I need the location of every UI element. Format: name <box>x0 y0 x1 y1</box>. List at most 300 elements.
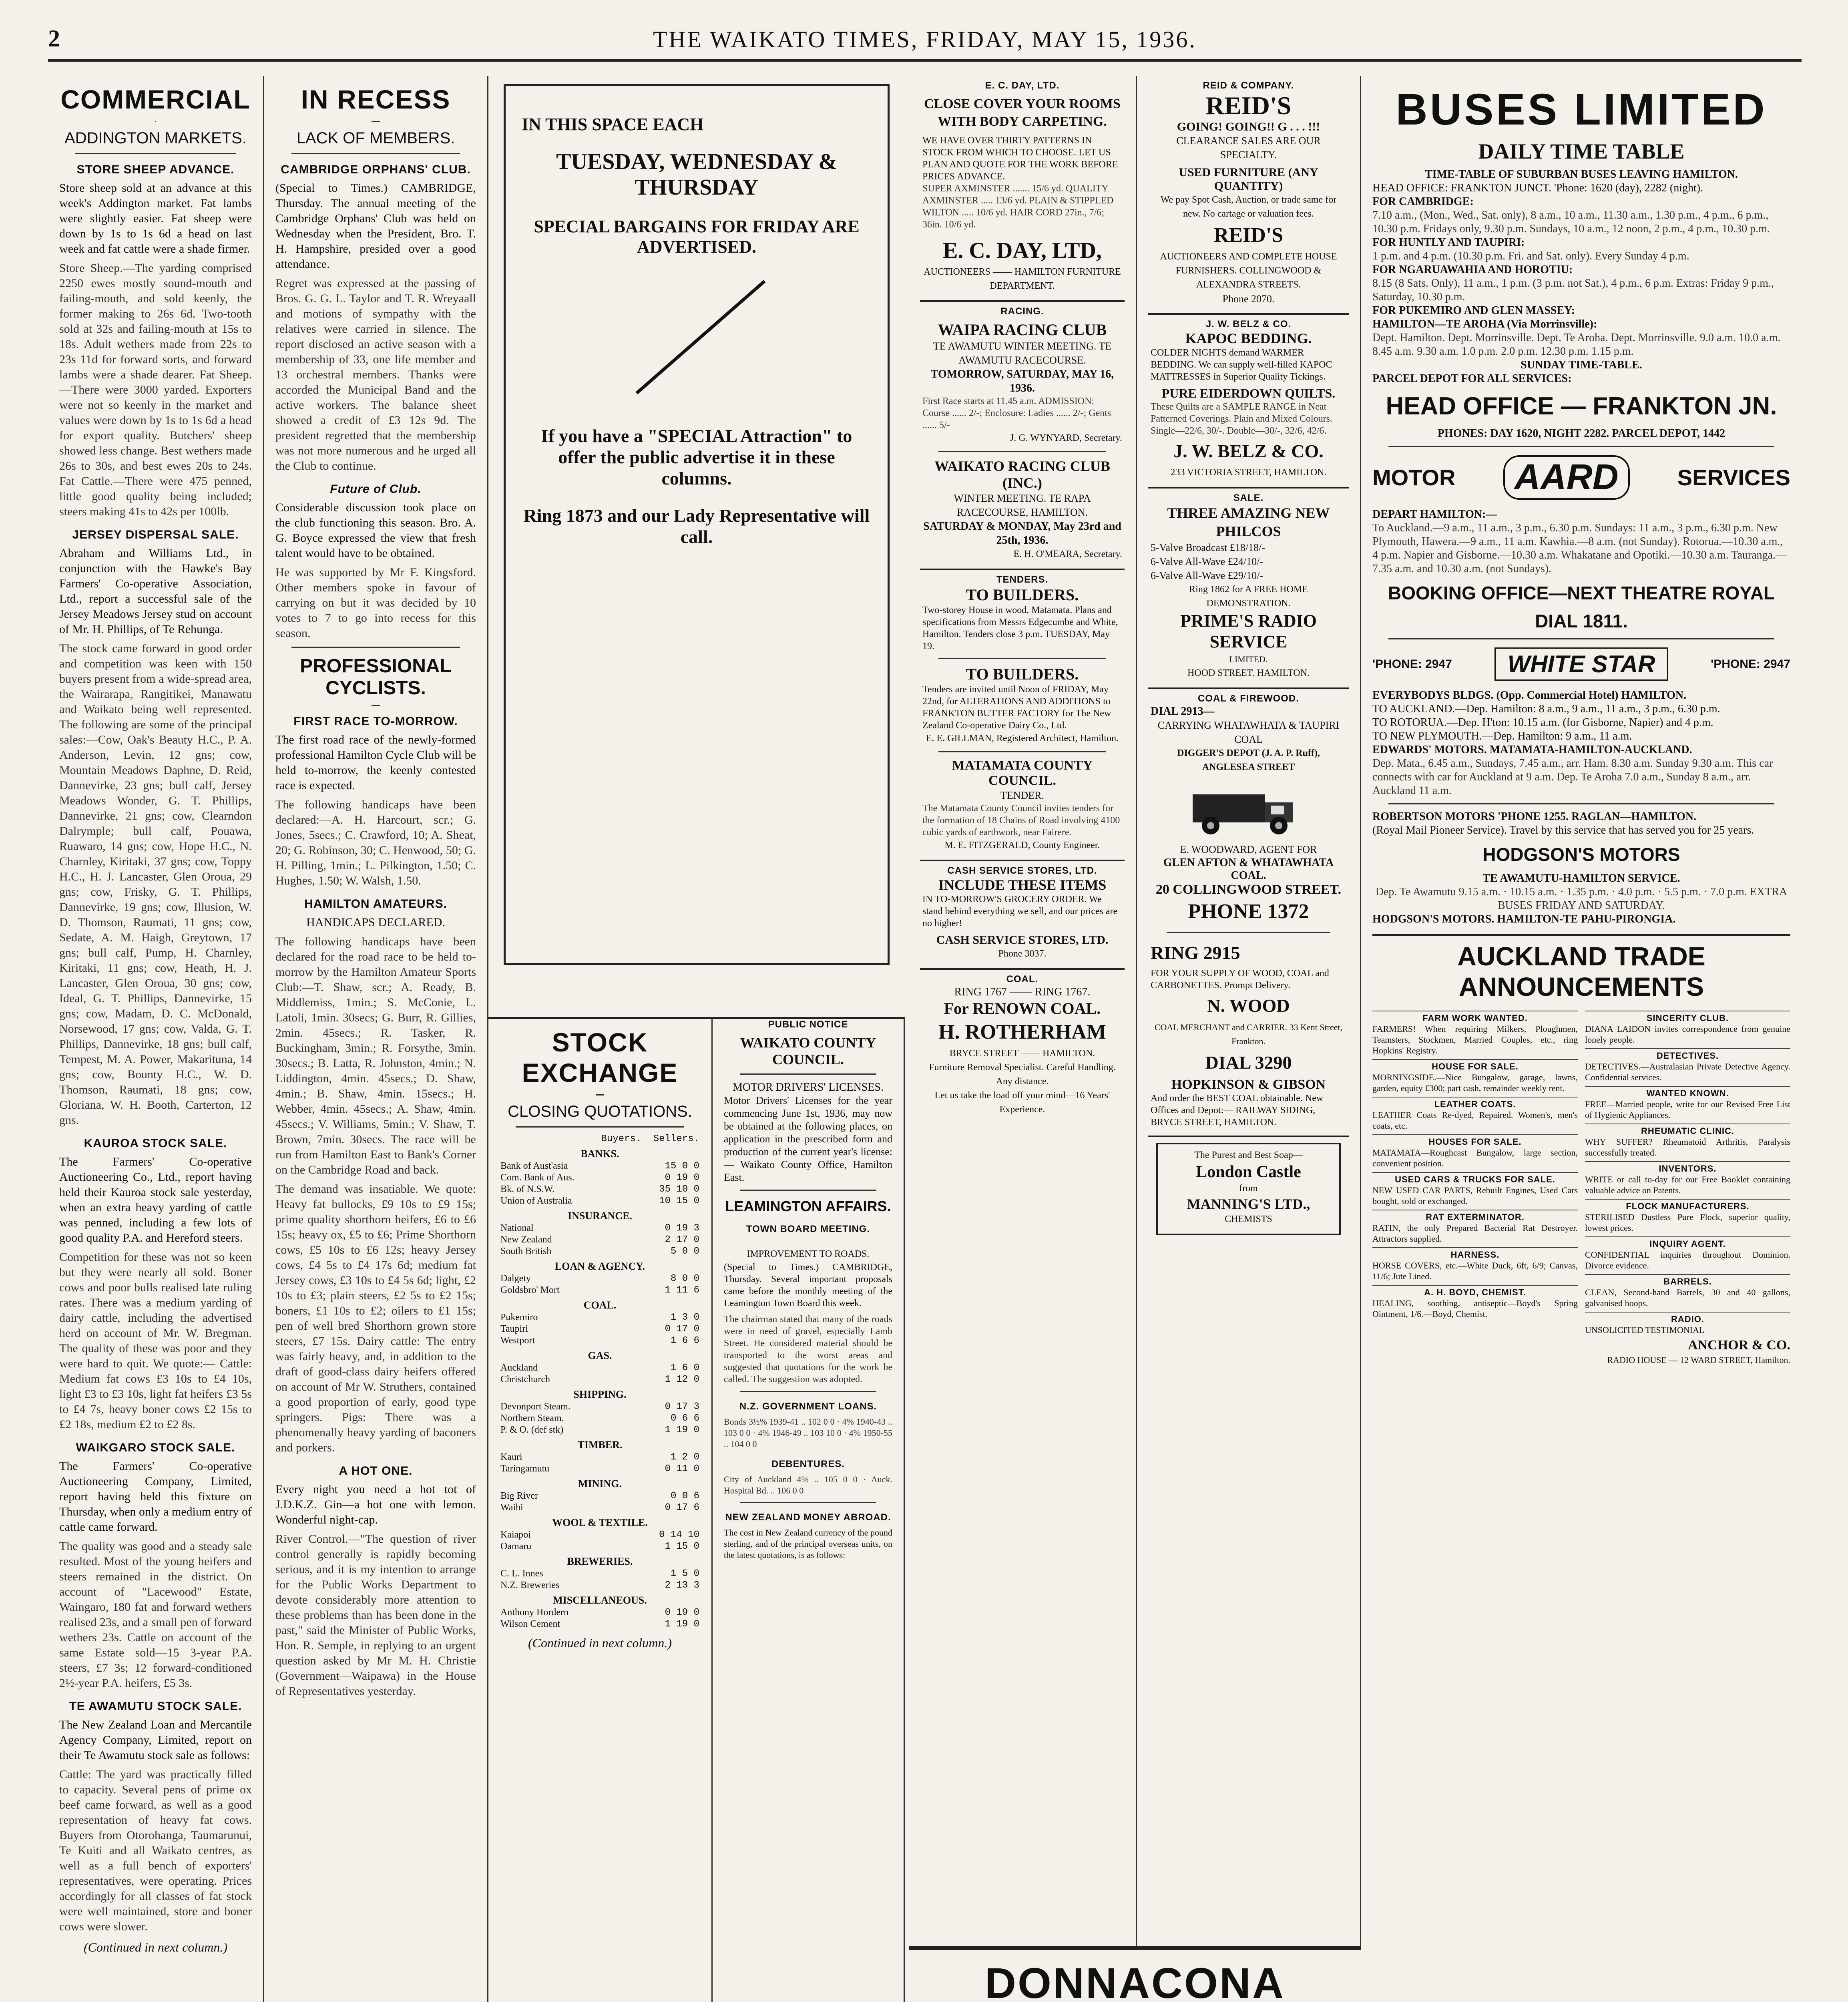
stock-cell-buy <box>591 1335 642 1347</box>
ad-label: SALE. <box>1233 492 1264 503</box>
ata-text: MORNINGSIDE.—Nice Bungalow, garage, lawns, garden, equity £300; part cash, remainder weekly rent. <box>1372 1072 1578 1093</box>
ad-label: RACING. <box>1000 306 1044 317</box>
stock-cell-name: Christchurch <box>500 1374 550 1385</box>
phone-right: 'PHONE: 2947 <box>1711 657 1790 671</box>
stock-cell-name: Anthony Hordern <box>500 1607 568 1618</box>
buses-column <box>1361 76 1802 2002</box>
divider <box>740 1190 876 1191</box>
stock-cell-sell: 1 19 0 <box>665 1425 699 1435</box>
ad-text: COLDER NIGHTS demand WARMER BEDDING. We can supply well-filled KAPOC MATTRESSES in Superior Quality Tickings. <box>1151 348 1332 382</box>
stock-cell-name: Goldsbro' Mort <box>500 1285 560 1295</box>
filler-text: The quality was good and a steady sale resulted. Most of the young heifers and steers remained in the district. On account of "Lacewood" Estate, Waingaro, 180 fat and forward wethers realised 23s, and a small pen of forward wethers 23s. Cattle on account of the same Estate sold—15 3-year P.A. steers, £7 3s; 12 forward-conditioned 2½-year P.A. heifers, £5 3s. <box>59 1540 252 1690</box>
stock-cell-sell: 0 11 0 <box>665 1463 699 1474</box>
racing-advert <box>920 302 1125 570</box>
stock-section-heading: COAL. <box>583 1299 617 1311</box>
ad-address: 20 COLLINGWOOD STREET. <box>1155 882 1342 897</box>
booking-dial: DIAL 1811. <box>1535 611 1628 631</box>
stock-cell-sell: 1 6 6 <box>670 1335 699 1346</box>
ata-category: A. H. BOYD, CHEMIST. <box>1372 1285 1578 1298</box>
stock-cell-buy <box>591 1323 642 1335</box>
filler-text: City of Auckland 4% .. 105 0 0 · Auck. Hospital Bd. .. 106 0 0 <box>724 1474 892 1495</box>
stock-exchange-subheading: CLOSING QUOTATIONS. <box>508 1103 692 1120</box>
ad-line: from <box>1239 1183 1258 1194</box>
ata-text: UNSOLICITED TESTIMONIAL <box>1585 1325 1705 1335</box>
stock-cell-buy <box>591 1195 642 1207</box>
ata-text: DETECTIVES.—Australasian Private Detective Agency. Confidential services. <box>1585 1061 1790 1082</box>
filler-text: To Auckland.—9 a.m., 11 a.m., 3 p.m., 6.30 p.m. Sundays: 11 a.m., 3 p.m., 6.30 p.m. New Plymouth, Hawera.—9 a.m., 11 a.m. Kawhia.—8 a.m. (not Sunday). Rotorua.—10.30 a.m., 4 p.m. Napier and Gisborne.—10.30 a.m. Whakatane and Opotiki.—10.30 a.m. Tauranga.—7.35 a.m. and 10.30 a.m. (not Sundays). <box>1372 522 1787 575</box>
ad-sub: COAL MERCHANT and CARRIER. 33 Kent Street, Frankton. <box>1154 1022 1343 1046</box>
donnacona-title: DONNACONA <box>985 1959 1285 2002</box>
stock-row <box>500 1490 700 1502</box>
stock-cell-sell: 1 12 0 <box>665 1374 699 1385</box>
stock-cell-name: Big River <box>500 1491 538 1501</box>
bus-line: EDWARDS' MOTORS. MATAMATA-HAMILTON-AUCKLAND. <box>1372 744 1692 756</box>
section-title: WAIKGARO STOCK SALE. <box>76 1441 235 1454</box>
stock-cell-buy <box>591 1401 642 1413</box>
ata-text: WHY SUFFER? Rheumatoid Arthritis, Paralysis successfully treated. <box>1585 1137 1790 1158</box>
ad-date: SATURDAY & MONDAY, May 23rd and 25th, 1936. <box>923 520 1121 547</box>
stock-cell-sell: 15 0 0 <box>665 1161 699 1172</box>
stock-cell-name: Westport <box>500 1335 535 1346</box>
diagonal-line-graphic <box>613 273 781 401</box>
stock-cell-name: Waihi <box>500 1502 523 1513</box>
bus-line: FOR CAMBRIDGE: <box>1372 195 1474 208</box>
stock-section-heading: GAS. <box>588 1350 612 1361</box>
aard-logo-row <box>1372 455 1790 500</box>
stock-row <box>500 1401 700 1413</box>
bus-line: TIME-TABLE OF SUBURBAN BUSES LEAVING HAMILTON. <box>1424 168 1738 181</box>
stock-cell-name: Auckland <box>500 1363 538 1373</box>
section-text: Considerable discussion took place on the club functioning this season. Bro. A. G. Boyce expressed the view that fresh talent would have to be obtained. <box>275 501 476 560</box>
divider <box>372 705 380 706</box>
filler-text: First Race starts at 11.45 a.m. ADMISSION: Course ...... 2/-; Enclosure: Ladies ...... 2/-; Gents ...... 5/- <box>922 396 1111 430</box>
stock-cell-name: Taupiri <box>500 1324 528 1334</box>
stock-row <box>500 1273 700 1284</box>
stock-cell-buy <box>591 1490 642 1502</box>
section-title: HAMILTON AMATEURS. <box>304 897 447 911</box>
section-title: Future of Club. <box>330 482 422 496</box>
ata-category: DETECTIVES. <box>1585 1048 1790 1061</box>
ata-category: HARNESS. <box>1372 1247 1578 1260</box>
stock-section-heading: BREWERIES. <box>567 1556 633 1567</box>
ata-text: CLEAN, Second-hand Barrels, 30 and 40 gallons, galvanised hoops. <box>1585 1287 1790 1308</box>
filler-text: Cattle: The yard was practically filled to capacity. Several pens of prime ox beef came forward, as well as a good representation of heavy fat cows. Buyers from Otorohanga, Taumarunui, Te Kuiti and all Waikato centres, as well as a full bench of exporters' representatives, were operating. Prices accordingly for all classes of fat stock were well maintained, store and boner cows were slower. <box>59 1768 252 1933</box>
ad-date: TOMORROW, SATURDAY, MAY 16, 1936. <box>930 368 1114 394</box>
stock-row <box>500 1335 700 1347</box>
cash-service-advert <box>920 861 1125 970</box>
ad-foot: Let us take the load off your mind—16 Years' Experience. <box>934 1090 1110 1115</box>
ad-foot: AUCTIONEERS —— HAMILTON FURNITURE DEPARTMENT. <box>924 267 1121 291</box>
ata-category: BARRELS. <box>1585 1274 1790 1287</box>
stock-cell-sell: 1 15 0 <box>665 1541 699 1552</box>
money-abroad-heading: NEW ZEALAND MONEY ABROAD. <box>725 1512 891 1523</box>
stock-table <box>500 1133 700 1630</box>
ad-address: BRYCE STREET —— HAMILTON. <box>949 1048 1095 1059</box>
ad-phone: Phone 3037. <box>998 949 1047 959</box>
ad-text: CARRYING WHATAWHATA & TAUPIRI COAL <box>1157 720 1340 745</box>
leamington-text: (Special to Times.) CAMBRIDGE, Thursday. Several important proposals came before the monthly meeting of the Leamington Town Board this week. <box>724 1262 892 1309</box>
section-title: STORE SHEEP ADVANCE. <box>76 163 235 176</box>
stock-cell-sell: 1 19 0 <box>665 1619 699 1630</box>
divider <box>938 658 1106 659</box>
filler-text: He was supported by Mr F. Kingsford. Other members spoke in favour of carrying on but it was decided by 10 votes to 7 to go into recess for this season. <box>275 566 476 640</box>
ata-text: MATAMATA—Roughcast Bungalow, large section, convenient position. <box>1372 1148 1578 1168</box>
stock-section-heading: MINING. <box>578 1478 622 1489</box>
stock-row <box>500 1284 700 1296</box>
filler-text: The following handicaps have been declared:—A. H. Harcourt, scr.; G. Jones, 5secs.; C. Crawford, 10; A. Sheat, 20; G. Robinson, 30; C. Henwood, 50; G. H. Pilling, 1min.; L. Pilkington, 1.50; C. Hughes, 1.50; W. Walsh, 1.50. <box>275 798 476 887</box>
reid-advert <box>1148 76 1349 315</box>
masthead <box>48 19 1802 62</box>
ata-text: HORSE COVERS, etc.—White Duck, 6ft, 6/9; Canvas, 11/6; Jute Lined. <box>1372 1260 1578 1281</box>
head-office: HEAD OFFICE — FRANKTON JN. <box>1386 392 1777 420</box>
ad-headline: WAIKATO RACING CLUB (INC.) <box>934 458 1110 491</box>
stock-cell-buy <box>591 1451 642 1463</box>
ads-column-b <box>1137 76 1361 2002</box>
stock-row <box>500 1222 700 1234</box>
stock-cell-buy <box>591 1607 642 1618</box>
ata-category: FARM WORK WANTED. <box>1372 1011 1578 1023</box>
stock-cell-name: Bk. of N.S.W. <box>500 1184 555 1194</box>
divider <box>155 121 156 122</box>
auckland-trade-heading: AUCKLAND TRADE ANNOUNCEMENTS <box>1372 934 1790 1002</box>
stock-cell-sell: 10 15 0 <box>659 1196 699 1206</box>
public-notice-label: PUBLIC NOTICE <box>768 1019 848 1030</box>
bus-line: TO NEW PLYMOUTH.—Dep. Hamilton: 9 a.m., 11 a.m. <box>1372 730 1632 742</box>
stock-cell-buy <box>591 1568 642 1580</box>
ad-headline: WAIPA RACING CLUB <box>938 321 1107 339</box>
ad-text: WE HAVE OVER THIRTY PATTERNS IN STOCK FROM WHICH TO CHOOSE. LET US PLAN AND QUOTE FOR THE WORK BEFORE PRICES ADVANCE. <box>922 135 1118 182</box>
stock-cell-buy <box>591 1374 642 1385</box>
stock-cell-name: South British <box>500 1246 552 1256</box>
stock-row <box>500 1529 700 1541</box>
divider <box>516 1126 684 1128</box>
stock-cell-name: Northern Steam. <box>500 1413 564 1423</box>
ata-category: RAT EXTERMINATOR. <box>1372 1210 1578 1222</box>
ata-category: INQUIRY AGENT. <box>1585 1236 1790 1249</box>
ad-label: COAL. <box>1006 974 1038 985</box>
stock-cell-sell: 0 17 0 <box>665 1324 699 1335</box>
in-recess-heading: IN RECESS <box>301 84 451 114</box>
ad-line: The Purest and Best Soap— <box>1194 1150 1303 1160</box>
ad-headline: TO BUILDERS. <box>966 586 1079 604</box>
filler-text: 1 p.m. and 4 p.m. (10.30 p.m. Fri. and Sat. only). Every Sunday 4 p.m. <box>1372 250 1689 262</box>
advert-line: TUESDAY, WEDNESDAY & THURSDAY <box>556 149 837 200</box>
bus-line: HODGSON'S MOTORS. HAMILTON-TE PAHU-PIRONGIA. <box>1372 913 1676 925</box>
stock-cell-name: C. L. Innes <box>500 1568 543 1579</box>
stock-cell-sell: 1 2 0 <box>670 1452 699 1463</box>
filler-text: Competition for these was not so keen but they were nearly all sold. Boner cows and poor bulls realised late ruling rates. There was a medium yarding of dairy cattle, including the advertised herd on account of Mr. W. Bregman. The quality of these was poor and they were hard to quit. We quote:— Cattle: Medium fat cows £3 10s to £4 10s, light £3 to £3 10s, light fat heifers £3 5s to £4 7s, heavy boner cows £2 15s to £2 18s, medium £2 to £2 8s. <box>59 1250 252 1431</box>
ad-going: GOING! GOING!! G . . . !!! <box>1177 120 1320 133</box>
section-text: The New Zealand Loan and Mercantile Agency Company, Limited, report on their Te Awamutu stock sale as follows: <box>59 1718 252 1762</box>
stock-cell-name: Taringamutu <box>500 1463 550 1474</box>
stock-row <box>500 1323 700 1335</box>
divider <box>1388 638 1774 639</box>
ad-sig: E. H. O'MEARA, Secretary. <box>1013 549 1122 559</box>
bus-line: (Royal Mail Pioneer Service). Travel by this service that has served you for 25 years. <box>1372 824 1754 836</box>
stock-cell-name: P. & O. (def stk) <box>500 1425 564 1435</box>
section-text: (Special to Times.) CAMBRIDGE, Thursday. The annual meeting of the Cambridge Orphans' Club was held on Wednesday when the President, Bro. T. H. Hampshire, presided over a good attendance. <box>275 181 476 271</box>
bus-line: DEPART HAMILTON:— <box>1372 508 1497 521</box>
page-number: 2 <box>48 25 62 52</box>
ad-pay: We pay Spot Cash, Auction, or trade same for new. No cartage or valuation fees. <box>1160 195 1337 219</box>
stock-row <box>500 1580 700 1591</box>
bus-line: EVERYBODYS BLDGS. (Opp. Commercial Hotel) HAMILTON. <box>1372 689 1687 702</box>
ad-name: CASH SERVICE STORES, LTD. <box>936 933 1109 947</box>
auckland-trade-columns <box>1372 1007 1790 1335</box>
services-label: SERVICES <box>1677 465 1790 490</box>
ad-woodward: E. WOODWARD, AGENT FOR <box>1180 844 1317 855</box>
stock-cell-buy <box>591 1463 642 1475</box>
stock-section-heading: SHIPPING. <box>573 1389 627 1400</box>
stock-row <box>500 1502 700 1514</box>
bus-line: HEAD OFFICE: FRANKTON JUNCT. 'Phone: 1620 (day), 2282 (night). <box>1372 182 1703 194</box>
ad-digger: DIGGER'S DEPOT (J. A. P. Ruff), ANGLESEA STREET <box>1177 748 1320 772</box>
section-text: The Farmers' Co-operative Auctioneering Co., Ltd., report having held their Kauroa stock sale yesterday, when an extra heavy yarding of cattle was penned, including a few lots of good quality P.A. and Hereford steers. <box>59 1155 252 1244</box>
coal-firewood-advert <box>1148 689 1349 1137</box>
ata-category: FLOCK MANUFACTURERS. <box>1585 1199 1790 1212</box>
ad-address: 233 VICTORIA STREET, HAMILTON. <box>1170 467 1327 478</box>
ata-category: RHEUMATIC CLINIC. <box>1585 1124 1790 1136</box>
hodgson-heading: HODGSON'S MOTORS <box>1482 844 1680 865</box>
stock-cell-sell: 2 17 0 <box>665 1234 699 1245</box>
stock-cell-sell: 2 13 3 <box>665 1580 699 1591</box>
stock-cell-sell: 0 19 0 <box>665 1172 699 1183</box>
ad-name: N. WOOD <box>1207 995 1290 1016</box>
stock-section-heading: INSURANCE. <box>567 1210 633 1222</box>
ads-column-a <box>909 76 1137 2002</box>
stock-row <box>500 1424 700 1436</box>
ad-text: WINTER MEETING. TE RAPA RACECOURSE, HAMILTON. <box>954 492 1091 518</box>
ad-sig: M. E. FITZGERALD, County Engineer. <box>944 840 1100 850</box>
divider <box>1167 932 1330 933</box>
stock-cell-sell: 0 0 6 <box>670 1491 699 1502</box>
stock-cell-sell: 0 19 0 <box>665 1607 699 1618</box>
ad-name: REID'S <box>1213 224 1284 247</box>
improvement-heading: IMPROVEMENT TO ROADS. <box>747 1249 870 1259</box>
ata-category: INVENTORS. <box>1585 1161 1790 1174</box>
bus-line: PARCEL DEPOT FOR ALL SERVICES: <box>1372 372 1572 385</box>
phones-line: PHONES: DAY 1620, NIGHT 2282. PARCEL DEPOT, 1442 <box>1437 427 1725 440</box>
debentures-heading: DEBENTURES. <box>771 1459 845 1469</box>
ad-sub: LIMITED. <box>1229 654 1268 664</box>
ad-label: REID & COMPANY. <box>1203 80 1294 91</box>
stock-row <box>500 1195 700 1207</box>
ad-label: E. C. DAY, LTD. <box>985 80 1060 91</box>
stock-cell-name: Dalgety <box>500 1273 531 1284</box>
stock-cell-name: N.Z. Breweries <box>500 1580 560 1590</box>
ad-headline: TO BUILDERS. <box>966 665 1079 683</box>
stock-row <box>500 1160 700 1172</box>
ad-text: Furniture Removal Specialist. Careful Handling. Any distance. <box>929 1062 1116 1087</box>
ad-label: J. W. BELZ & CO. <box>1205 319 1292 330</box>
bus-line: TO AUCKLAND.—Dep. Hamilton: 8 a.m., 9 a.m., 11 a.m., 3 p.m., 6.30 p.m. <box>1372 703 1720 715</box>
ad-label: TENDERS. <box>996 574 1049 585</box>
stock-cell-buy <box>591 1273 642 1284</box>
ad-name: MANNING'S LTD., <box>1187 1196 1310 1212</box>
ad-text: Ring 1862 for A FREE HOME DEMONSTRATION. <box>1189 584 1308 609</box>
stock-cell-buy <box>591 1312 642 1323</box>
col-buyers: Buyers. <box>601 1134 642 1144</box>
phone-left: 'PHONE: 2947 <box>1372 657 1452 671</box>
section-title: TE AWAMUTU STOCK SALE. <box>69 1700 242 1713</box>
white-star-logo: WHITE STAR <box>1494 647 1669 681</box>
filler-text: The chairman stated that many of the roads were in need of gravel, especially Lamb Street. He considered material should be transported to the worst areas and suggested that quotations for the work be called. The suggestion was adopted. <box>724 1314 892 1385</box>
ad-line: CHEMISTS <box>1225 1214 1272 1224</box>
section-text: The Farmers' Co-operative Auctioneering Company, Limited, report having held this fixture on Thursday, when only a medium entry of cattle came forward. <box>59 1459 252 1534</box>
stock-row <box>500 1246 700 1257</box>
stock-cell-name: Bank of Aust'asia <box>500 1161 568 1171</box>
stock-cell-buy <box>591 1618 642 1630</box>
stock-cell-sell: 8 0 0 <box>670 1273 699 1284</box>
ata-text: RATIN, the only Prepared Bacterial Rat Destroyer. Attractors supplied. <box>1372 1223 1578 1244</box>
stock-cell-buy <box>591 1246 642 1257</box>
section-title: FIRST RACE TO-MORROW. <box>293 715 458 728</box>
ad-name: PRIME'S RADIO SERVICE <box>1180 611 1317 651</box>
divider <box>740 1502 876 1503</box>
ata-text: LEATHER Coats Re-dyed, Repaired. Women's, men's coats, etc. <box>1372 1110 1578 1131</box>
ad-phone: Phone 2070. <box>1222 293 1275 305</box>
anchor-name: ANCHOR & CO. <box>1688 1338 1790 1353</box>
aard-logo: AARD <box>1503 455 1630 500</box>
ad-phone: PHONE 1372 <box>1188 900 1309 923</box>
cyclists-heading: PROFESSIONAL CYCLISTS. <box>300 655 452 699</box>
ad-text: CLEARANCE SALES ARE OUR SPECIALTY. <box>1176 135 1321 161</box>
divider <box>291 647 460 648</box>
divider <box>291 153 460 154</box>
ad-text: IN TO-MORROW'S GROCERY ORDER. We stand behind everything we sell, and our prices are no higher! <box>922 894 1118 929</box>
booking-office: BOOKING OFFICE—NEXT THEATRE ROYAL <box>1388 583 1775 603</box>
ata-category: SINCERITY CLUB. <box>1585 1011 1790 1023</box>
town-board-heading: TOWN BOARD MEETING. <box>746 1224 870 1234</box>
stock-cell-name: Wilson Cement <box>500 1619 560 1629</box>
stock-row <box>500 1568 700 1580</box>
bus-line: FOR HUNTLY AND TAUPIRI: <box>1372 236 1525 249</box>
price-line: 5-Valve Broadcast £18/18/- <box>1151 542 1265 553</box>
ad-headline: THREE AMAZING NEW PHILCOS <box>1167 505 1330 539</box>
ata-category: USED CARS & TRUCKS FOR SALE. <box>1372 1172 1578 1185</box>
advert-line: SPECIAL BARGAINS FOR FRIDAY ARE ADVERTISED. <box>534 217 860 257</box>
ata-text: HEALING, soothing, antiseptic—Boyd's Spring Ointment, 1/6.—Boyd, Chemist. <box>1372 1298 1578 1319</box>
divider <box>1388 803 1774 804</box>
e-c-day-advert <box>920 76 1125 302</box>
stock-row <box>500 1618 700 1630</box>
filler-text: 8.15 (8 Sats. Only), 11 a.m., 1 p.m. (3 p.m. not Sat.), 4 p.m., 6 p.m. Extras: Friday 9 p.m., Saturday, 10.30 p.m. <box>1372 277 1774 303</box>
filler-text: SUPER AXMINSTER ....... 15/6 yd. QUALITY AXMINSTER ..... 13/6 yd. PLAIN & STIPPLED WILTON ..... 10/6 yd. HAIR CORD 27in., 7/6; 36in. 10/6 yd. <box>922 183 1114 230</box>
stock-row <box>500 1184 700 1195</box>
divider <box>372 121 380 122</box>
ad-address: HOOD STREET. HAMILTON. <box>1187 668 1310 678</box>
bus-line: SUNDAY TIME-TABLE. <box>1521 359 1642 371</box>
stock-cell-name: Union of Australia <box>500 1196 572 1206</box>
nz-loans-heading: N.Z. GOVERNMENT LOANS. <box>739 1401 877 1412</box>
coal-truck-icon <box>1189 778 1309 838</box>
stock-cell-buy <box>591 1580 642 1591</box>
ad-ring: RING 2915 <box>1151 943 1240 963</box>
ad-headline: For RENOWN COAL. <box>944 999 1101 1017</box>
ad-text: FOR YOUR SUPPLY OF WOOD, COAL and CARBONETTES. Prompt Delivery. <box>1151 968 1329 991</box>
ata-category: LEATHER COATS. <box>1372 1097 1578 1110</box>
ata-text: DIANA LAIDON invites correspondence from genuine lonely people. <box>1585 1024 1790 1045</box>
stock-row <box>500 1172 700 1184</box>
stock-cell-name: Kaiapoi <box>500 1530 531 1540</box>
ad-label: CASH SERVICE STORES, LTD. <box>947 865 1097 876</box>
public-notice-title: WAIKATO COUNTY COUNCIL. <box>740 1035 876 1067</box>
stock-cell-sell: 0 19 3 <box>665 1223 699 1234</box>
col-sellers: Sellers. <box>653 1134 699 1144</box>
commercial-heading: COMMERCIAL <box>60 84 251 114</box>
ata-left-column <box>1372 1007 1578 1335</box>
stock-cell-buy <box>591 1184 642 1195</box>
ata-category: WANTED KNOWN. <box>1585 1086 1790 1099</box>
stock-cell-name: National <box>500 1223 534 1233</box>
ad-sub: TENDER. <box>1000 790 1045 801</box>
stock-cell-buy <box>591 1160 642 1172</box>
filler-text: The demand was insatiable. We quote: Heavy fat bullocks, £9 10s to £9 15s; prime quality shorthorn heifers, £6 to £6 15s; heavy ox, £5 to £6; Prime Shorthorn cows, £5 10s to £6 12s; heavy Jersey cows, £4 5s to £4 17s 6d; medium fat Jersey cows, £3 10s to £4 5s 6d; light, £2 10s to £3; plain steers, £2 5s to £2 15s; boners, £1 10s to £2; oilers to £1 15s; pen of well bred Shorthorn grown store steers, £7 15s. Dairy cattle: The entry was fairly heavy, and, in addition to the draft of good-class dairy heifers offered on account of Mr W. Struthers, contained a good proportion of early, good type springers. Pigs: There was a phenomenally heavy yarding of baconers and porkers. <box>275 1182 476 1454</box>
public-notice-text: Motor Drivers' Licenses for the year commencing June 1st, 1936, may now be obtained at the following places, on application in the prescribed form and production of the current year's license:— Waikato County Office, Hamilton East. <box>724 1095 892 1183</box>
stock-section-heading: LOAN & AGENCY. <box>554 1260 645 1272</box>
stock-cell-buy <box>591 1284 642 1296</box>
filler-text: Dept. Hamilton. Dept. Morrinsville. Dept. Te Aroha. Dept. Morrinsville. 9.0 a.m. 10.0 a.m. 8.45 a.m. 9.30 a.m. 1.0 p.m. 2.0 p.m. 12.30 p.m. 1.15 p.m. <box>1372 332 1781 358</box>
ad-text: Tenders are invited until Noon of FRIDAY, May 22nd, for ALTERATIONS AND ADDITIONS to FRANKTON BUTTER FACTORY for The New Zealand Co-operative Dairy Co., Ltd. <box>922 684 1111 731</box>
anchor-sub: RADIO HOUSE — 12 WARD STREET, Hamilton. <box>1607 1355 1790 1365</box>
filler-text: Store Sheep.—The yarding comprised 2250 ewes mostly sound-mouth and failing-mouth, and sold keenly, the former making to 26s 6d. Two-tooth sold at 32s and failing-mouth at 15s to 18s. Adult wethers made from 22s to 23s 11d for forward sorts, and forward lambs were a shade dearer. Fat Sheep.—There were 3000 yarded. Exporters were not so keenly in the market and values were down by 1s to 1s 6d a head for export quality. Butchers' sheep showed less change. Best wethers made 26s to 30s, and best ewes 20s to 24s. Fat Cattle.—There were 475 penned, little good quality being included; steers making 41s to 42s per 100lb. <box>59 261 252 518</box>
ad-foot: AUCTIONEERS AND COMPLETE HOUSE FURNISHERS. COLLINGWOOD & ALEXANDRA STREETS. <box>1160 251 1337 290</box>
ad-glen: GLEN AFTON & WHATAWHATA COAL. <box>1163 856 1334 882</box>
stock-cell-sell: 0 6 6 <box>670 1413 699 1424</box>
section-title: KAUROA STOCK SALE. <box>84 1137 227 1150</box>
leamington-heading: LEAMINGTON AFFAIRS. <box>725 1198 891 1214</box>
ad-headline: REID'S <box>1205 91 1292 120</box>
ad-headline: INCLUDE THESE ITEMS <box>938 877 1107 893</box>
price-line: 6-Valve All-Wave £29/10/- <box>1151 570 1263 581</box>
ata-text: WRITE or call to-day for our Free Booklet containing valuable advice on Patents. <box>1585 1174 1790 1195</box>
bus-line: HAMILTON—TE AROHA (Via Morrinsville): <box>1372 318 1597 330</box>
section-text: Store sheep sold at an advance at this week's Addington market. Fat lambs were slightly easier. Fat sheep were down by 1s to 1s 6d a head on last week and fat cattle were a shade firmer. <box>59 181 252 255</box>
ata-text: FREE—Married people, write for our Revised Free List of Hygienic Appliances. <box>1585 1099 1790 1120</box>
ad-headline: London Castle <box>1196 1163 1301 1181</box>
divider <box>938 751 1106 752</box>
advert-line: Ring 1873 and our Lady Representative will call. <box>523 505 870 547</box>
ad-sig: J. G. WYNYARD, Secretary. <box>1010 433 1122 443</box>
commercial-subheading: ADDINGTON MARKETS. <box>64 129 247 147</box>
hodgson-sub: TE AWAMUTU-HAMILTON SERVICE. <box>1482 872 1680 884</box>
ad-headline: MATAMATA COUNTY COUNCIL. <box>952 758 1093 788</box>
divider <box>740 1073 876 1075</box>
mannings-advert <box>1156 1143 1341 1235</box>
stock-cell-name: New Zealand <box>500 1234 552 1245</box>
ad-ring: RING 1767 —— RING 1767. <box>954 986 1091 998</box>
tenders-advert <box>920 570 1125 861</box>
section-text: Abraham and Williams Ltd., in conjunction with the Hawke's Bay Farmers' Co-operative Association, Ltd., report a successful sale of the Jersey Meadows Jersey stud on account of Mr. H. Phillips, of Te Rehunga. <box>59 547 252 636</box>
continued-note: (Continued in next column.) <box>83 1940 228 1954</box>
donnacona-advert <box>909 1946 1361 2002</box>
stock-cell-sell: 1 5 0 <box>670 1568 699 1579</box>
stock-cell-buy <box>591 1424 642 1436</box>
stock-exchange-heading: STOCK EXCHANGE <box>522 1027 678 1087</box>
stock-section-heading: WOOL & TEXTILE. <box>552 1517 648 1528</box>
buses-title: BUSES LIMITED <box>1396 85 1767 134</box>
masthead-title: THE WAIKATO TIMES, FRIDAY, MAY 15, 1936. <box>653 26 1197 52</box>
coal-advert <box>920 970 1125 1124</box>
public-notice-column <box>713 1017 905 2002</box>
advert-line: If you have a "SPECIAL Attraction" to offer the public advertise it in these columns. <box>541 426 852 488</box>
public-notice-sub: MOTOR DRIVERS' LICENSES. <box>732 1081 884 1093</box>
ata-text: FARMERS! When requiring Milkers, Ploughmen, Teamsters, Stockmen, Married Couples, etc., ring Hopkins' Registry. <box>1372 1024 1578 1055</box>
stock-cell-buy <box>591 1234 642 1246</box>
motor-label: MOTOR <box>1372 465 1456 490</box>
stock-row <box>500 1413 700 1424</box>
ad-headline: KAPOC BEDDING. <box>1185 330 1312 346</box>
